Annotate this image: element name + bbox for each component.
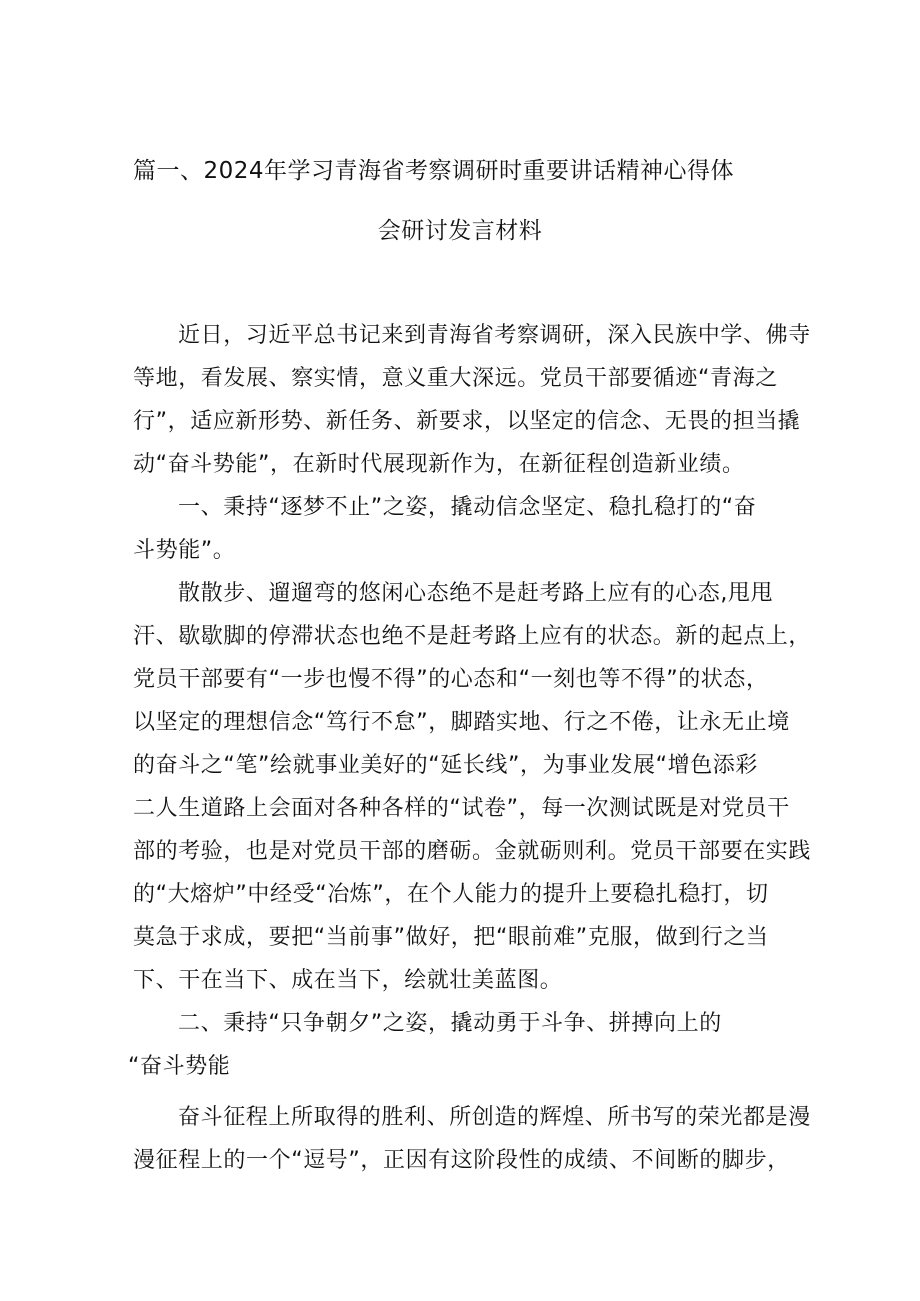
body-line: 下、干在当下、成在当下，绘就壮美蓝图。 [133, 968, 563, 993]
body-line: 党员干部要有“一步也慢不得”的心态和“一刻也等不得”的状态， [133, 667, 769, 692]
body-line: 动“奋斗势能”，在新时代展现新作为，在新征程创造新业绩。 [133, 452, 745, 477]
document-title-line-2: 会研讨发言材料 [377, 218, 543, 244]
body-line: 的奋斗之“笔”绘就事业美好的“延长线”，为事业发展“增色添彩 [133, 753, 758, 778]
section-heading-line: 一、秉持“逐梦不止”之姿，撬动信念坚定、稳扎稳打的“奋 [178, 495, 757, 520]
body-line: 漫征程上的一个“逗号”，正因有这阶段性的成绩、不间断的脚步， [133, 1148, 790, 1173]
document-title-line-1: 篇一、2024年学习青海省考察调研时重要讲话精神心得体 [133, 158, 735, 184]
body-line: 近日，习近平总书记来到青海省考察调研，深入民族中学、佛寺 [178, 323, 811, 348]
body-line: 散散步、遛遛弯的悠闲心态绝不是赶考路上应有的心态,甩甩 [178, 581, 774, 606]
body-line: 汗、歇歇脚的停滞状态也绝不是赶考路上应有的状态。新的起点上， [133, 624, 812, 649]
body-line: 莫急于求成，要把“当前事”做好，把“眼前难”克服，做到行之当 [133, 925, 769, 950]
body-line: 等地，看发展、察实情，意义重大深远。党员干部要循迹“青海之 [133, 366, 778, 391]
body-line: 二人生道路上会面对各种各样的“试卷”，每一次测试既是对党员干 [133, 796, 790, 821]
body-line: 奋斗征程上所取得的胜利、所创造的辉煌、所书写的荣光都是漫 [178, 1105, 811, 1130]
body-line: 行”，适应新形势、新任务、新要求，以坚定的信念、无畏的担当撬 [133, 409, 801, 434]
body-line: 的“大熔炉”中经受“冶炼”，在个人能力的提升上要稳扎稳打，切 [133, 882, 769, 907]
section-heading-line: “奋斗势能 [128, 1054, 231, 1079]
section-heading-line: 斗势能”。 [133, 538, 236, 563]
body-line: 部的考验，也是对党员干部的磨砺。金就砺则利。党员干部要在实践 [133, 839, 812, 864]
section-heading-line: 二、秉持“只争朝夕”之姿，撬动勇于斗争、拼搏向上的 [178, 1011, 722, 1036]
body-line: 以坚定的理想信念“笃行不怠”，脚踏实地、行之不倦，让永无止境 [133, 710, 790, 735]
